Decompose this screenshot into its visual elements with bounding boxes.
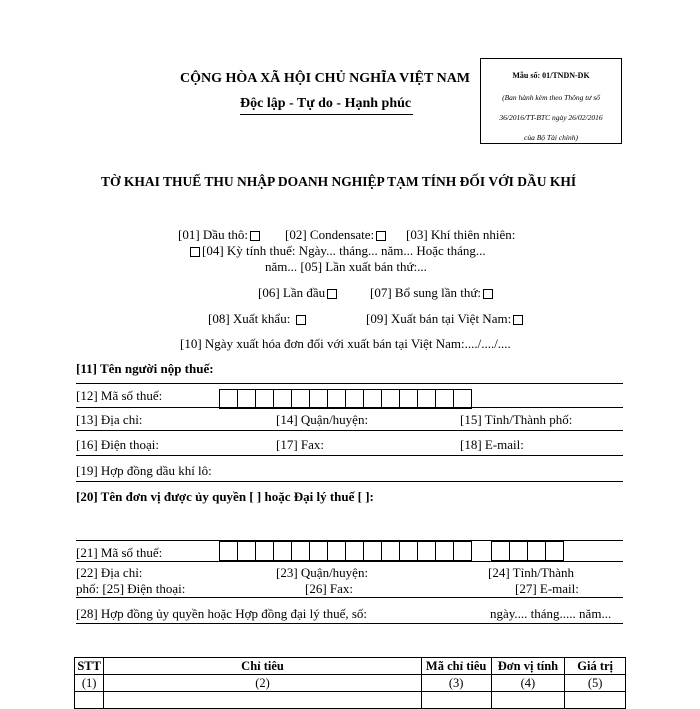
- field-17-fax: [17] Fax:: [276, 437, 325, 452]
- field-11-taxpayer-name: [11] Tên người nộp thuế:: [76, 361, 214, 376]
- form-code: Mẫu số: 01/TNDN-DK: [512, 71, 590, 80]
- divider-11: [76, 383, 623, 384]
- checkbox-02[interactable]: [376, 231, 386, 241]
- col-num-1: (1): [75, 675, 104, 692]
- th-unit: Đơn vị tính: [491, 658, 565, 675]
- field-16-phone: [16] Điện thoại:: [76, 437, 160, 452]
- field-24-agent-province-cont: [76, 581, 185, 597]
- form-note-line3: của Bộ Tài chính): [524, 133, 578, 142]
- checkbox-09[interactable]: [513, 315, 523, 325]
- checkbox-03[interactable]: [190, 247, 200, 257]
- field-07-label: [07] Bổ sung lần thứ:: [370, 285, 482, 300]
- divider-21: [76, 561, 623, 562]
- field-18-email: [18] E-mail:: [460, 437, 524, 452]
- th-indicator: Chỉ tiêu: [104, 658, 421, 675]
- field-08-label: [08] Xuất khẩu:: [208, 311, 291, 326]
- field-10-invoice-date: [10] Ngày xuất hóa đơn đối với xuất bán tại Việt Nam:..../..../....: [180, 336, 511, 351]
- cell-empty-1[interactable]: [75, 692, 104, 709]
- col-num-4: (4): [491, 675, 565, 692]
- table-header-row: [75, 658, 626, 675]
- field-12-tax-code-label: [12] Mã số thuế:: [76, 388, 163, 403]
- field-05-label: [05] Lần xuất bán thứ:...: [300, 259, 427, 274]
- cell-empty-5[interactable]: [565, 692, 626, 709]
- field-24-cont-label: phố:: [76, 581, 100, 596]
- agent-tax-code-cells-a[interactable]: [219, 541, 472, 561]
- field-04-label: [04] Kỳ tính thuế: Ngày... tháng... năm... Hoặc tháng...: [202, 243, 486, 258]
- field-07-supplement[interactable]: [370, 285, 493, 301]
- field-04-tax-period: [190, 243, 486, 259]
- field-01-label: [01] Dầu thô:: [178, 227, 249, 242]
- country-name: CỘNG HÒA XÃ HỘI CHỦ NGHĨA VIỆT NAM: [180, 71, 471, 86]
- checkbox-08[interactable]: [296, 315, 306, 325]
- field-02-condensate[interactable]: [285, 227, 386, 243]
- th-value: Giá trị: [565, 658, 626, 675]
- cell-empty-2[interactable]: [104, 692, 421, 709]
- field-09-label: [09] Xuất bán tại Việt Nam:: [366, 311, 512, 326]
- col-num-2: (2): [104, 675, 421, 692]
- col-num-3: (3): [421, 675, 491, 692]
- field-20-agent-name: [20] Tên đơn vị được ủy quyền [ ] hoặc Đại lý thuế [ ]:: [76, 489, 374, 504]
- motto-underline: [240, 114, 413, 115]
- field-13-address: [13] Địa chỉ:: [76, 412, 143, 427]
- field-08-export[interactable]: [208, 311, 306, 327]
- field-09-domestic-sale[interactable]: [366, 311, 523, 327]
- field-27-agent-email: [27] E-mail:: [515, 581, 579, 596]
- field-15-province: [15] Tỉnh/Thành phố:: [460, 412, 573, 427]
- field-23-agent-district: [23] Quận/huyện:: [276, 565, 369, 580]
- field-28-contract-date: ngày.... tháng..... năm...: [490, 606, 612, 621]
- field-02-label: [02] Condensate:: [285, 227, 375, 242]
- form-note-line2: 36/2016/TT-BTC ngày 26/02/2016: [499, 113, 603, 122]
- divider-19: [76, 481, 623, 482]
- form-note-line1: (Ban hành kèm theo Thông tư số: [502, 93, 600, 102]
- divider-25: [76, 597, 623, 598]
- table-number-row: [75, 675, 626, 692]
- field-03-natural-gas: [03] Khí thiên nhiên:: [406, 227, 516, 242]
- th-indicator-code: Mã chỉ tiêu: [421, 658, 491, 675]
- divider-13: [76, 430, 623, 431]
- tax-table: [74, 657, 626, 709]
- cell-empty-4[interactable]: [491, 692, 565, 709]
- motto: Độc lập - Tự do - Hạnh phúc: [240, 96, 412, 111]
- divider-12: [76, 407, 623, 408]
- divider-16: [76, 455, 623, 456]
- field-19-contract-block: [19] Hợp đồng dầu khí lô:: [76, 463, 212, 478]
- checkbox-07[interactable]: [483, 289, 493, 299]
- field-14-district: [14] Quận/huyện:: [276, 412, 369, 427]
- form-code-box: [480, 58, 622, 144]
- field-06-label: [06] Lần đầu: [258, 285, 326, 300]
- field-22-agent-address: [22] Địa chỉ:: [76, 565, 143, 580]
- divider-28: [76, 623, 623, 624]
- field-21-agent-tax-code-label: [21] Mã số thuế:: [76, 545, 163, 560]
- col-num-5: (5): [565, 675, 626, 692]
- field-06-first-time[interactable]: [258, 285, 337, 301]
- field-04-year-label: năm...: [265, 259, 298, 274]
- th-stt: STT: [75, 658, 104, 675]
- checkbox-06[interactable]: [327, 289, 337, 299]
- cell-empty-3[interactable]: [421, 692, 491, 709]
- field-25-agent-phone: [25] Điện thoại:: [102, 581, 186, 596]
- field-01-crude-oil[interactable]: [178, 227, 260, 243]
- field-24-agent-province: [24] Tỉnh/Thành: [488, 565, 575, 580]
- agent-tax-code-cells-b[interactable]: [491, 541, 564, 561]
- field-28-contract-number: [28] Hợp đồng ủy quyền hoặc Hợp đồng đại lý thuế, số:: [76, 606, 368, 621]
- field-04-year: [265, 259, 427, 275]
- tax-code-cells[interactable]: [219, 389, 472, 409]
- form-title: TỜ KHAI THUẾ THU NHẬP DOANH NGHIỆP TẠM TÍNH ĐỐI VỚI DẦU KHÍ: [101, 174, 577, 189]
- table-row: [75, 692, 626, 709]
- field-26-agent-fax: [26] Fax:: [305, 581, 354, 596]
- checkbox-01[interactable]: [250, 231, 260, 241]
